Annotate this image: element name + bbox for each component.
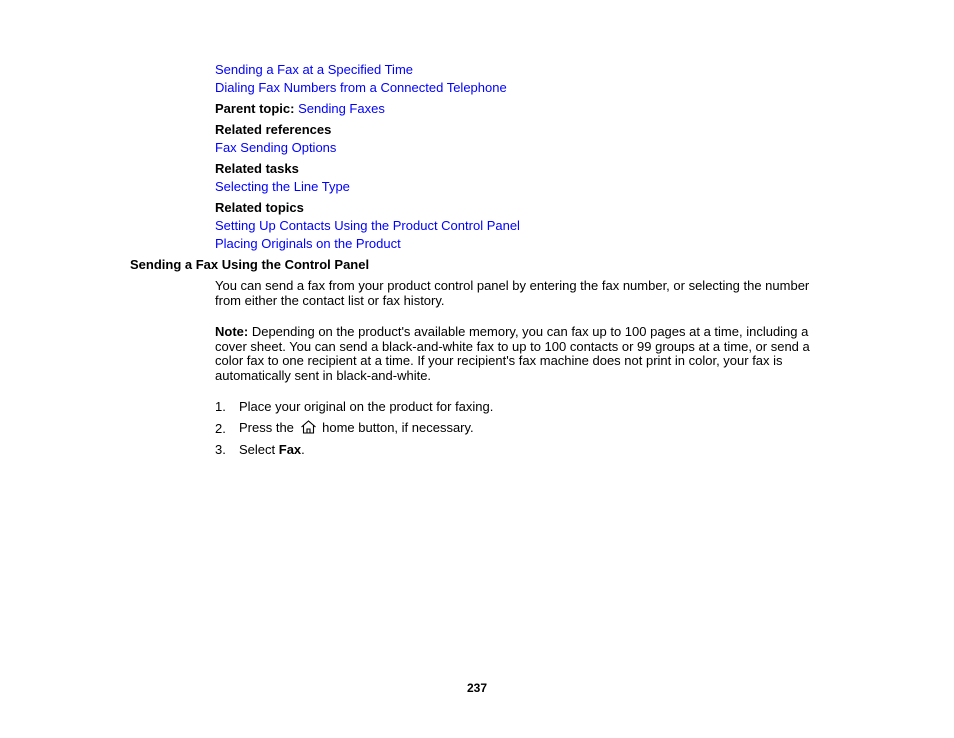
- step-3-before: Select: [239, 442, 279, 457]
- step-3-after: .: [301, 442, 305, 457]
- related-topics-heading: Related topics: [215, 200, 304, 215]
- parent-topic-row: [215, 101, 385, 116]
- note-label: Note:: [215, 324, 249, 339]
- step-3-bold: Fax: [278, 442, 302, 457]
- link-dialing-fax-numbers[interactable]: Dialing Fax Numbers from a Connected Telephone: [215, 80, 507, 95]
- intro-line-1: You can send a fax from your product control panel by entering the fax number, or selecting the number: [215, 278, 810, 293]
- related-tasks-heading: Related tasks: [215, 161, 299, 176]
- link-placing-originals[interactable]: Placing Originals on the Product: [215, 236, 401, 251]
- step-1-number: 1.: [215, 399, 226, 414]
- note-line-2: cover sheet. You can send a black-and-white fax to up to 100 contacts or 99 groups at a time, or send a: [215, 339, 810, 354]
- link-selecting-line-type[interactable]: Selecting the Line Type: [215, 179, 350, 194]
- related-references-heading: Related references: [215, 122, 332, 137]
- parent-topic-label: Parent topic:: [215, 101, 295, 116]
- link-fax-sending-options[interactable]: Fax Sending Options: [215, 140, 337, 155]
- home-icon: [300, 420, 317, 434]
- intro-line-2: from either the contact list or fax history.: [215, 293, 445, 308]
- link-sending-fax-specified-time[interactable]: Sending a Fax at a Specified Time: [215, 62, 414, 77]
- step-1-text: Place your original on the product for faxing.: [239, 399, 494, 414]
- step-3-text: [239, 442, 305, 457]
- page-number: 237: [466, 681, 488, 695]
- step-2-before: Press the: [239, 420, 298, 435]
- section-title: Sending a Fax Using the Control Panel: [130, 257, 370, 272]
- note-line-3: color fax to one recipient at a time. If your recipient's fax machine does not print in color, your fax is: [215, 353, 783, 368]
- note-line-4: automatically sent in black-and-white.: [215, 368, 432, 383]
- note-text-1: Depending on the product's available memory, you can fax up to 100 pages at a time, including a: [248, 324, 809, 339]
- step-3-number: 3.: [215, 442, 226, 457]
- step-2-text: [239, 420, 474, 435]
- step-2-after: home button, if necessary.: [318, 420, 474, 435]
- step-2-number: 2.: [215, 421, 226, 436]
- note-line-1: [215, 324, 808, 339]
- link-sending-faxes[interactable]: Sending Faxes: [298, 101, 385, 116]
- link-setting-up-contacts[interactable]: Setting Up Contacts Using the Product Control Panel: [215, 218, 520, 233]
